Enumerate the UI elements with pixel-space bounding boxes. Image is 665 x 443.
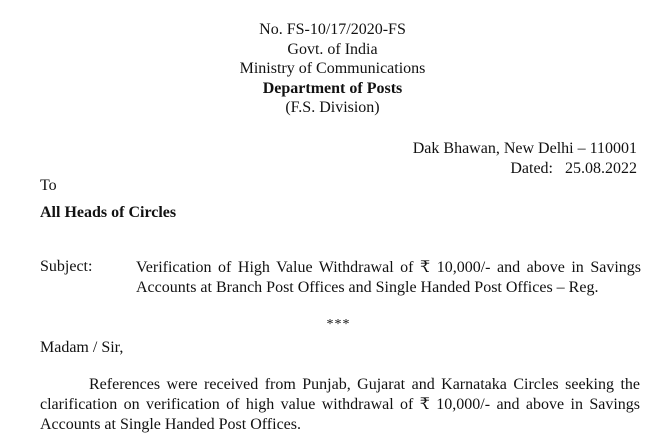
office-address: Dak Bhawan, New Delhi – 110001 <box>412 140 637 157</box>
ministry-name: Ministry of Communications <box>239 60 426 77</box>
government-name: Govt. of India <box>287 40 378 58</box>
reference-number: No. FS-10/17/2020-FS <box>259 21 406 38</box>
division-name: (F.S. Division) <box>285 99 380 116</box>
place-and-date <box>413 139 637 178</box>
body-paragraph: References were received from Punjab, Gujarat and Karnataka Circles seeking the clarification on verification of high value withdrawal of ₹ 10,000/- and above in Savings Accounts at Single Handed Post Offices. <box>40 376 640 433</box>
separator-stars: *** <box>326 317 351 332</box>
letter-header <box>0 20 665 118</box>
department-name: Department of Posts <box>262 79 403 97</box>
addressee: All Heads of Circles <box>40 204 177 221</box>
salutation: Madam / Sir, <box>40 339 124 356</box>
to-label: To <box>40 177 57 194</box>
subject-label: Subject: <box>40 258 93 275</box>
dated-label: Dated: <box>510 159 553 177</box>
subject-text: Verification of High Value Withdrawal of ₹ 10,000/- and above in Savings Accounts at Branch Post Offices and Single Handed Post Offices – Reg. <box>136 259 641 296</box>
dated-value: 25.08.2022 <box>565 159 637 177</box>
date-line <box>413 159 637 179</box>
